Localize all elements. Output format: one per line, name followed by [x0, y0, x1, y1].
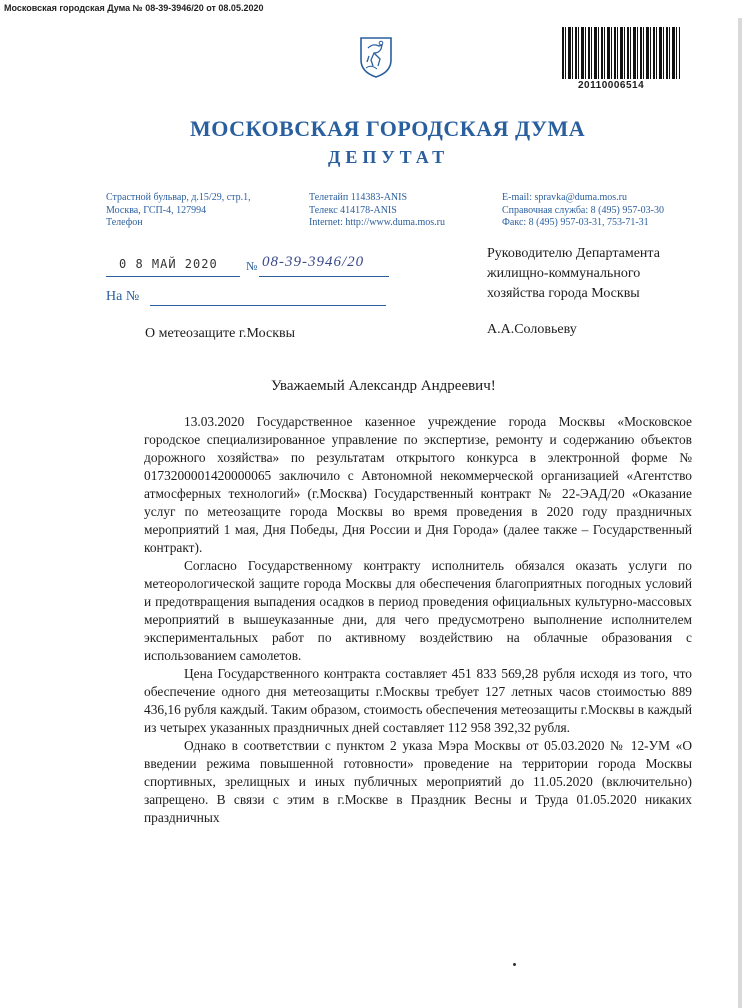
stamp-date: 0 8 МАЙ 2020	[119, 257, 218, 271]
contact-line: E-mail: spravka@duma.mos.ru	[502, 192, 628, 203]
letter-body	[144, 413, 692, 827]
paragraph: Однако в соответствии с пунктом 2 указа Мэра Москвы от 05.03.2020 № 12-УМ «О введении режима повышенной готовности» проведение на территории города Москвы спортивных, зрелищных и иных публичных мероприятий до 11.05.2020 (включительно) запрещено. В связи с этим в г.Москве в Праздник Весны и Труда 01.05.2020 никаких праздничных	[144, 738, 692, 825]
moscow-coat-of-arms-icon	[359, 36, 393, 78]
recipient-block	[487, 244, 660, 340]
contact-line: Internet: http://www.duma.mos.ru	[309, 217, 445, 228]
barcode	[562, 27, 680, 91]
scan-speck	[513, 963, 516, 966]
na-label: На №	[106, 289, 140, 304]
contact-line: Факс: 8 (495) 957-03-31, 753-71-31	[502, 217, 649, 228]
contacts-email-phone	[502, 192, 664, 230]
contact-line: Телекс 414178-ANIS	[309, 204, 397, 216]
contact-line: Телефон	[106, 217, 143, 228]
organization-subtitle: ДЕПУТАТ	[328, 147, 450, 167]
recipient-line: Руководителю Департамента	[487, 246, 660, 261]
contact-line: Справочная служба: 8 (495) 957-03-30	[502, 204, 664, 216]
letter-subject: О метеозащите г.Москвы	[145, 326, 296, 341]
barcode-bars	[562, 27, 680, 79]
letter-greeting: Уважаемый Александр Андреевич!	[271, 378, 496, 394]
recipient-line: жилищно-коммунального	[487, 266, 641, 281]
paragraph: Цена Государственного контракта составляет 451 833 569,28 рубля исходя из того, что обеспечение одного дня метеозащиты г.Москвы требует 127 летных часов стоимостью 889 436,16 рубля каждый. Таким образом, стоимость обеспечения метеозащиты г.Москвы в каждый из четырех указанных праздничных дней составляет 112 958 392,32 рубля.	[144, 666, 692, 735]
contacts-telecom	[309, 192, 445, 230]
date-underline	[106, 276, 240, 277]
contact-line: Страстной бульвар, д.15/29, стр.1,	[106, 192, 251, 203]
contacts-address	[106, 192, 251, 230]
number-label: №	[246, 259, 258, 273]
number-underline	[259, 276, 389, 277]
document-header-line: Московская городская Дума № 08-39-3946/20 от 08.05.2020	[4, 3, 264, 13]
paragraph: Согласно Государственному контракту исполнитель обязался оказать услуги по метеорологической защите города Москвы для обеспечения благоприятных погодных условий и предотвращения выпадения осадков в период проведения официальных культурно-массовых мероприятий в вышеуказанные дни, для чего предусмотрено выполнение исполнителем экспериментальных работ по активному воздействию на облачные образования с использованием самолетов.	[144, 558, 692, 663]
handwritten-number: 08-39-3946/20	[262, 254, 365, 270]
paragraph: 13.03.2020 Государственное казенное учреждение города Москвы «Московское городское специализированное управление по экспертизе, ремонту и содержанию объектов дорожного хозяйства» по результатам открытого конкурса в электронной форме № 0173200001420000065 заключило с Автономной некоммерческой организацией «Агентство атмосферных технологий» (г.Москва) Государственный контракт № 22-ЭАД/20 «Оказание услуг по метеозащите города Москвы во время проведения в 2020 году праздничных мероприятий 1 мая, Дня Победы, Дня России и Дня Города» (далее также – Государственный контракт).	[144, 414, 692, 555]
barcode-number: 20110006514	[578, 80, 645, 91]
contact-line: Москва, ГСП-4, 127994	[106, 204, 207, 216]
recipient-name: А.А.Соловьеву	[487, 322, 577, 337]
contact-line: Телетайп 114383-ANIS	[309, 192, 408, 203]
organization-title: МОСКОВСКАЯ ГОРОДСКАЯ ДУМА	[190, 116, 586, 141]
recipient-line: хозяйства города Москвы	[487, 286, 640, 301]
na-underline	[150, 305, 386, 306]
